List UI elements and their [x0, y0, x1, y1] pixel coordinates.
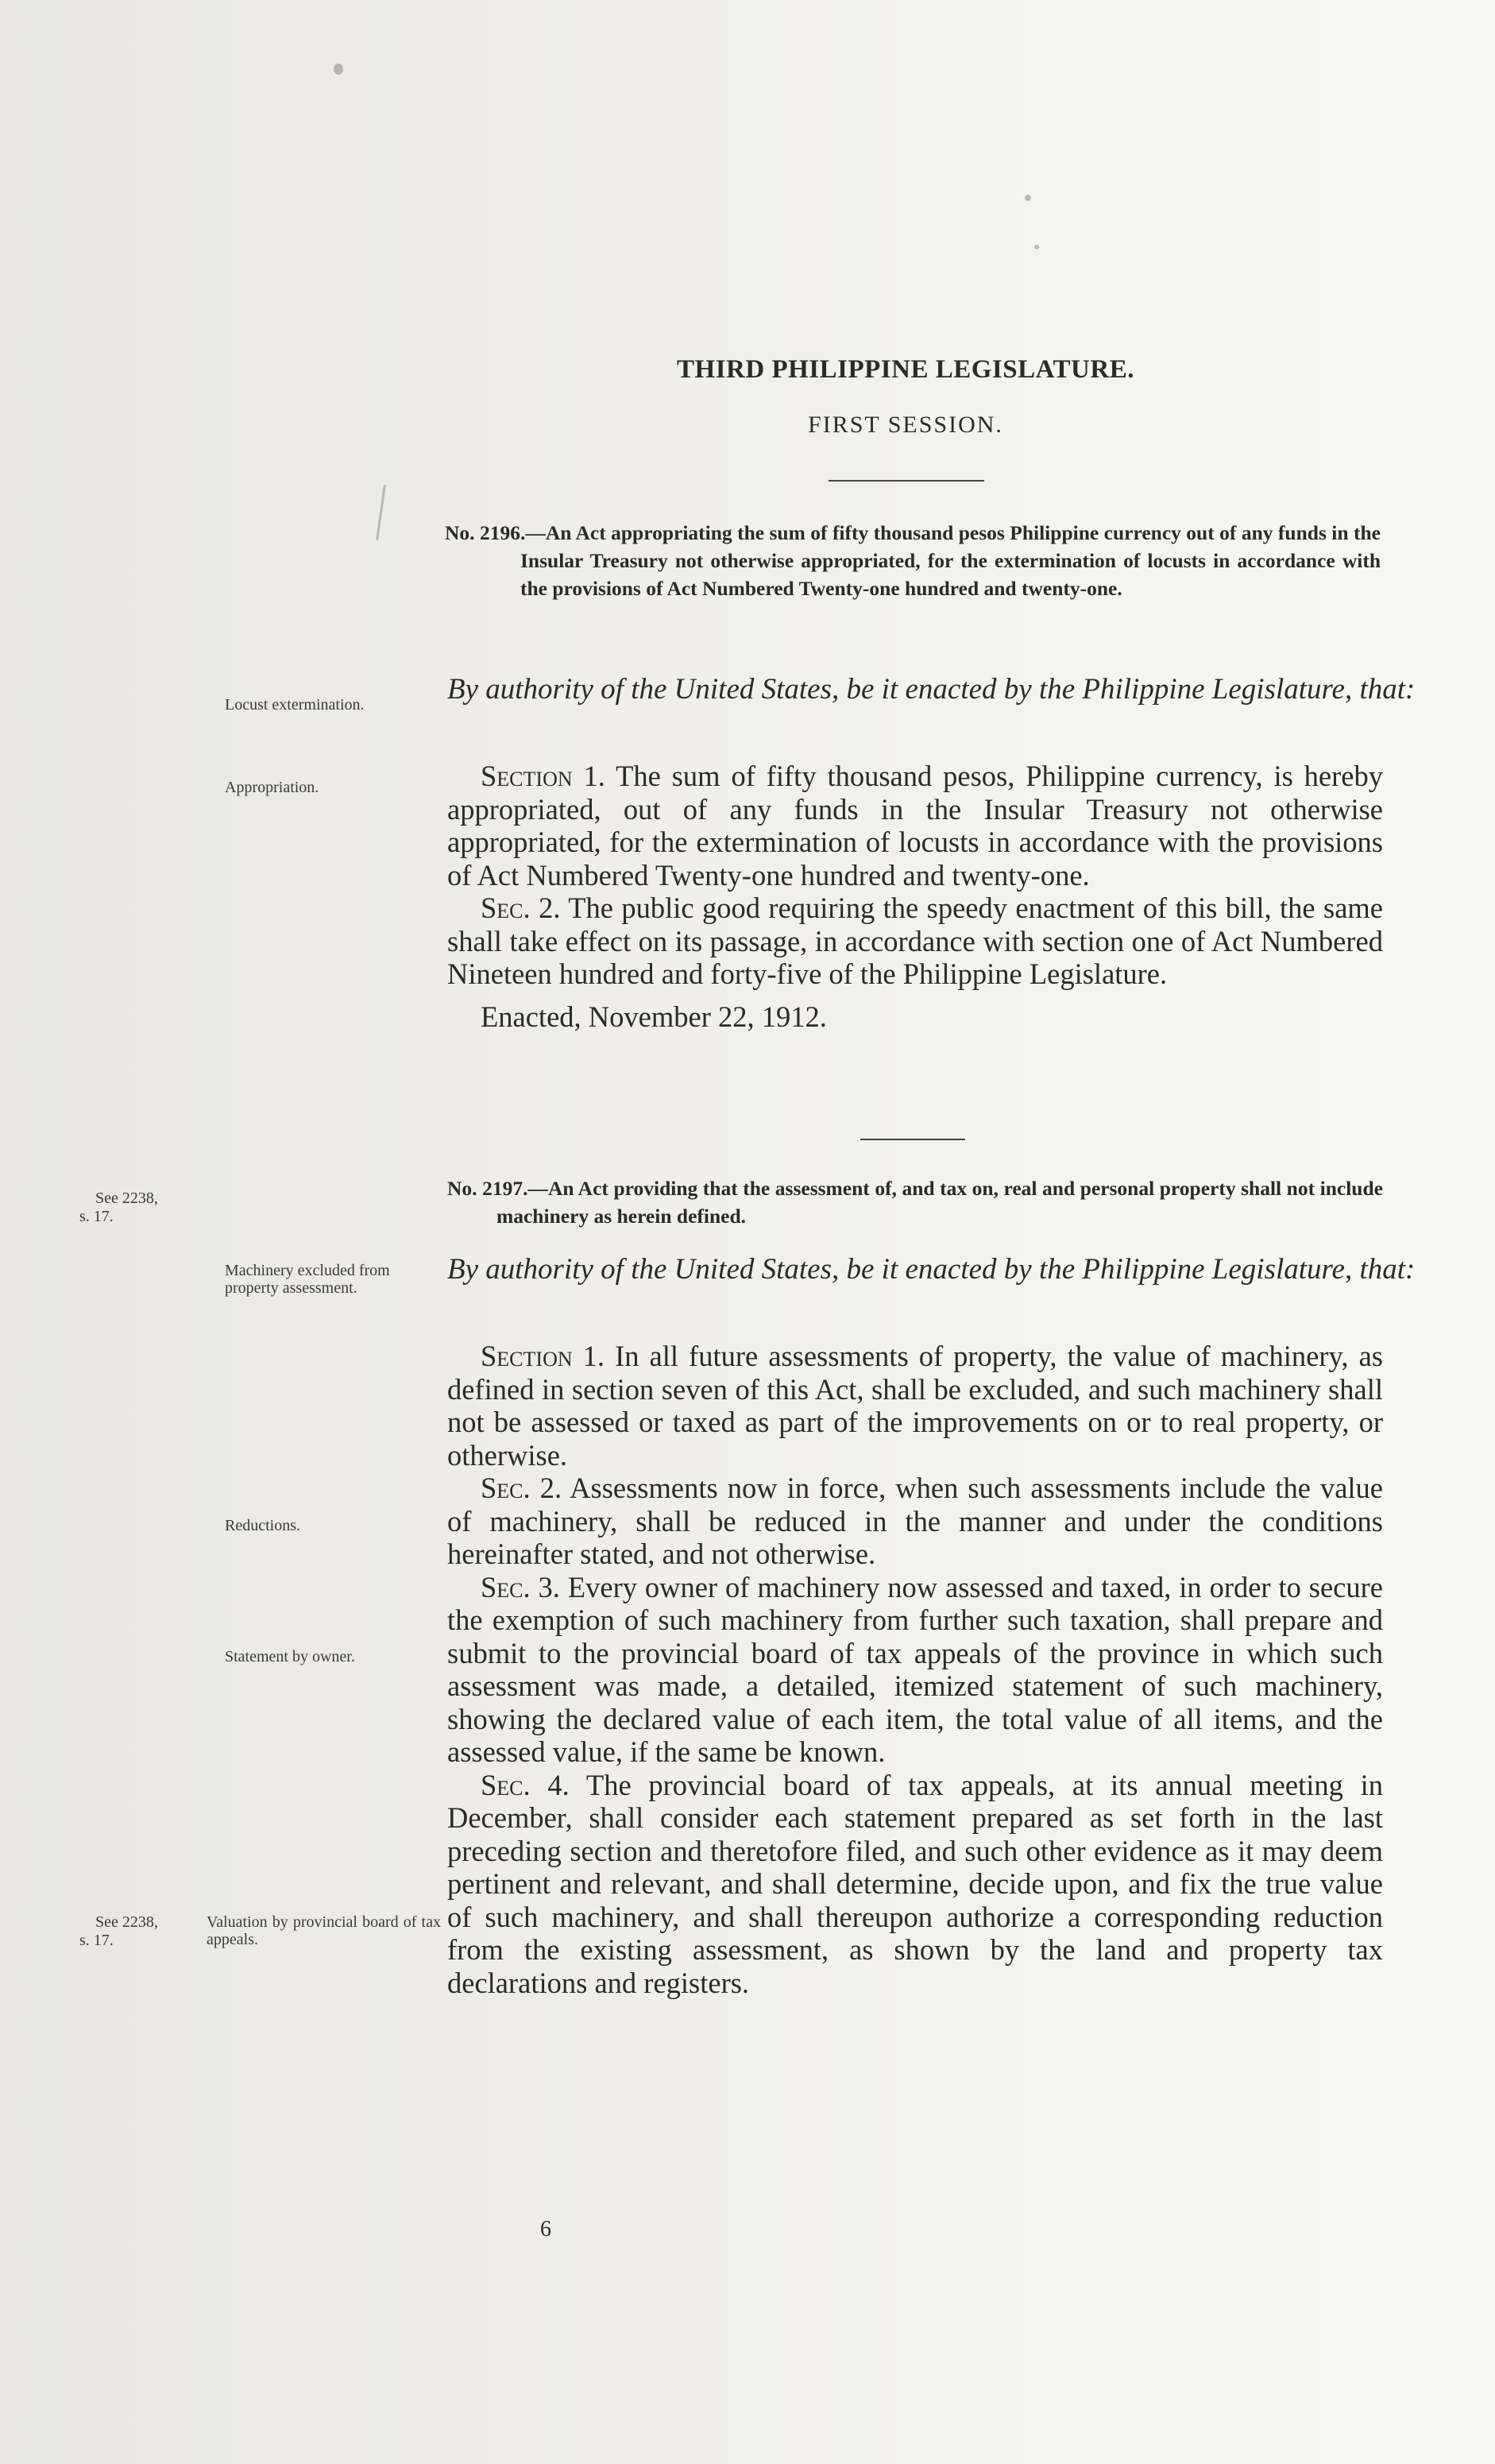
section-label: Sec. 3.: [481, 1570, 560, 1603]
enacted-date: Enacted, November 22, 1912.: [481, 1000, 827, 1033]
section-label: Sec. 4.: [481, 1768, 570, 1801]
act-2196-heading: [445, 519, 1381, 602]
scan-speck: [1034, 245, 1039, 249]
section-paragraph: [447, 1340, 1383, 1472]
session-title: FIRST SESSION.: [808, 412, 1003, 438]
section-label: Sec. 2.: [481, 892, 561, 924]
margin-ref-section: s. 17.: [79, 1932, 114, 1949]
margin-ref-section: s. 17.: [79, 1208, 114, 1225]
enacting-clause: By authority of the United States, be it enacted by the Philippine Legislature, that:: [447, 673, 1416, 706]
act-title: —An Act appropriating the sum of fifty thousand pesos Philippine currency out of any funds in the Insular Treasury not otherwise appropriated, for the extermination of locusts in accordance with the provisions of Act Numbered Twenty-one hundred and twenty-one.: [520, 521, 1381, 600]
section-text: The sum of fifty thousand pesos, Philippine currency, is hereby appropriated, out of any funds in the Insular Treasury not otherwise appropriated, for the extermination of locusts in accordance with the provisions of Act Numbered Twenty-one hundred and twenty-one.: [447, 760, 1383, 892]
act-2197-body: [447, 1340, 1383, 1999]
act-title: —An Act providing that the assessment of, and tax on, real and personal property shall not include machinery as herein defined.: [496, 1177, 1383, 1228]
section-paragraph: [447, 892, 1383, 991]
divider: [860, 1139, 965, 1140]
act-number: No. 2197.: [447, 1177, 528, 1200]
section-label: Sec. 2.: [481, 1472, 562, 1504]
enacting-clause: By authority of the United States, be it enacted by the Philippine Legislature, that:: [447, 1253, 1416, 1286]
margin-note-valuation: Valuation by provincial board of tax appeals.: [207, 1913, 441, 1948]
margin-note-reductions: Reductions.: [225, 1517, 300, 1534]
section-text: Every owner of machinery now assessed and taxed, in order to secure the exemption of such machinery from further such taxation, shall prepare and submit to the provincial board of tax appeals of the province in which such assessment was made, a detailed, itemized statement of such machinery, showing the declared value of each item, the total value of all items, and the assessed value, if the same be known.: [447, 1570, 1383, 1768]
pencil-mark: [376, 485, 386, 540]
section-paragraph: [447, 760, 1383, 892]
page-title: THIRD PHILIPPINE LEGISLATURE.: [677, 355, 1134, 384]
section-label: Section 1.: [481, 760, 605, 792]
section-paragraph: [447, 1571, 1383, 1769]
act-number: No. 2196.: [445, 521, 526, 544]
margin-ref-see: See 2238,: [95, 1189, 158, 1207]
act-2197-heading: [447, 1174, 1383, 1230]
margin-ref-see: See 2238,: [95, 1913, 158, 1931]
section-text: Assessments now in force, when such assessments include the value of machinery, shall be reduced in the manner and under the conditions hereinafter stated, and not otherwise.: [447, 1472, 1383, 1570]
scan-speck: [1025, 195, 1031, 201]
margin-note-appropriation: Appropriation.: [225, 779, 319, 796]
section-text: The public good requiring the speedy enactment of this bill, the same shall take effect on its passage, in accordance with section one of Act Numbered Nineteen hundred and forty-five of the Philippine Legislature.: [447, 892, 1384, 990]
divider: [829, 480, 984, 482]
section-paragraph: [447, 1472, 1383, 1571]
section-label: Section 1.: [481, 1340, 605, 1372]
section-paragraph: [447, 1769, 1383, 2000]
margin-note-locust: Locust extermination.: [225, 696, 365, 714]
margin-note-machinery: Machinery excluded from property assessment.: [225, 1262, 390, 1297]
section-text: In all future assessments of property, the value of machinery, as defined in section seven of this Act, shall be excluded, and such machinery shall not be assessed or taxed as part of the improvements on or to real property, or otherwise.: [447, 1340, 1383, 1472]
margin-note-statement: Statement by owner.: [225, 1648, 355, 1665]
act-2196-body: [447, 760, 1383, 1033]
scan-speck: [334, 64, 343, 75]
section-text: The provincial board of tax appeals, at its annual meeting in December, shall consider each statement prepared as set forth in the last preceding section and theretofore filed, and such other evidence as it may deem pertinent and relevant, and shall determine, decide upon, and fix the true value of such machinery, and shall thereupon authorize a corresponding reduction from the existing assessment, as shown by the land and property tax declarations and registers.: [447, 1768, 1383, 1999]
page-number: 6: [540, 2217, 551, 2242]
